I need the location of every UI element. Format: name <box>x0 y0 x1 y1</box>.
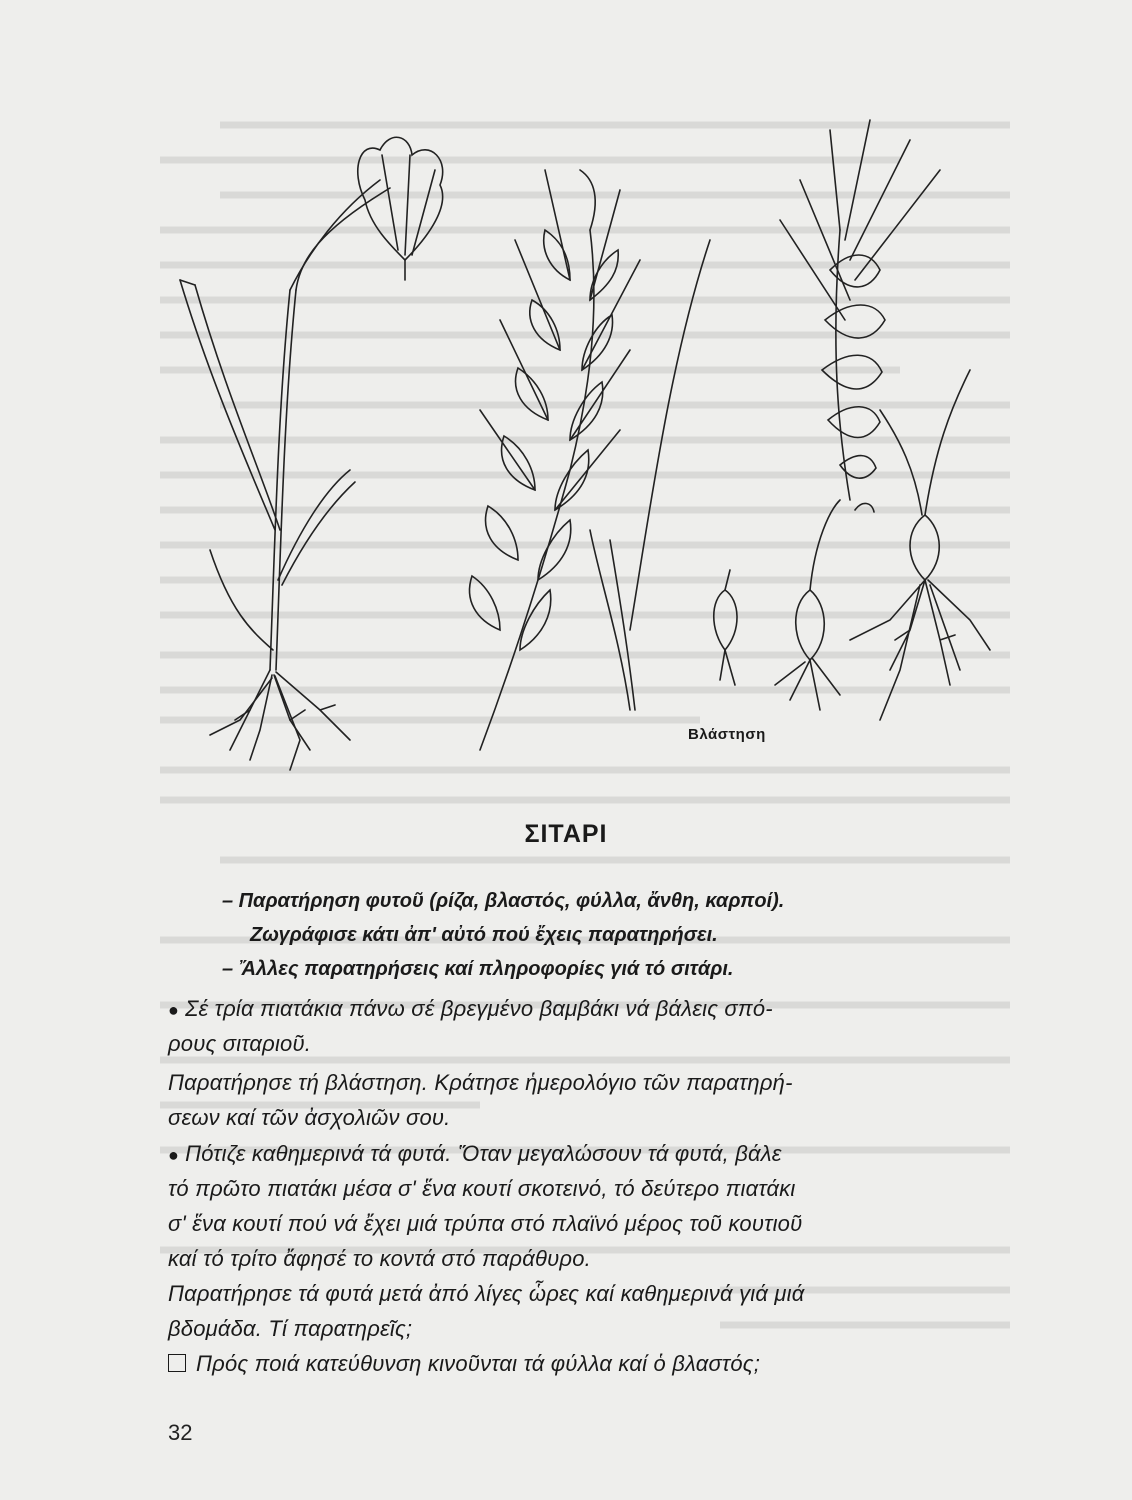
paragraph-line: βδομάδα. Τί παρατηρεῖς; <box>168 1316 413 1341</box>
paragraph-line: ρους σιταριοῦ. <box>168 1031 312 1056</box>
page-title: ΣΙΤΑΡΙ <box>524 820 608 848</box>
instruction-draw: Ζωγράφισε κάτι ἀπ' αὐτό πού ἔχεις παρατηρήσει. <box>250 924 718 946</box>
figure-caption: Βλάστηση <box>688 726 766 743</box>
wheat-plant-with-roots <box>180 180 390 770</box>
paragraph-line: καί τό τρίτο ἄφησέ το κοντά στό παράθυρο. <box>168 1246 591 1271</box>
paragraph-line: τό πρῶτο πιατάκι μέσα σ' ἕνα κουτί σκοτεινό, τό δεύτερο πιατάκι <box>168 1176 796 1201</box>
wheat-flower-detail <box>358 137 443 280</box>
bearded-wheat-ear <box>780 120 940 512</box>
bullet-icon: ● <box>168 1145 180 1165</box>
page-number: 32 <box>168 1420 193 1445</box>
instruction-other-notes: – Ἄλλες παρατηρήσεις καί πληροφορίες γιά τό σιτάρι. <box>222 958 734 980</box>
checkbox-icon[interactable] <box>168 1354 186 1372</box>
question-line: Πρός ποιά κατεύθυνση κινοῦνται τά φύλλα καί ὁ βλαστός; <box>168 1351 760 1377</box>
wheat-illustration <box>150 110 1030 790</box>
paragraph-line: ● Σέ τρία πιατάκια πάνω σέ βρεγμένο βαμβάκι νά βάλεις σπό- <box>168 996 773 1021</box>
paragraph-line: σ' ἕνα κουτί πού νά ἔχει μιά τρύπα στό πλαϊνό μέρος τοῦ κουτιοῦ <box>168 1211 803 1236</box>
bullet-icon: ● <box>168 1000 180 1020</box>
instruction-observe: – Παρατήρηση φυτοῦ (ρίζα, βλαστός, φύλλα, ἄνθη, καρποί). <box>222 890 785 912</box>
paragraph-line: σεων καί τῶν ἀσχολιῶν σου. <box>168 1105 451 1130</box>
germination-stages <box>714 370 990 720</box>
wheat-ear <box>470 170 710 750</box>
paragraph-line: Παρατήρησε τά φυτά μετά ἀπό λίγες ὧρες καί καθημερινά γιά μιά <box>168 1281 805 1306</box>
paragraph-line: Παρατήρησε τή βλάστηση. Κράτησε ἡμερολόγιο τῶν παρατηρή- <box>168 1070 793 1095</box>
paragraph-line: ● Πότιζε καθημερινά τά φυτά. Ὅταν μεγαλώσουν τά φυτά, βάλε <box>168 1141 782 1166</box>
